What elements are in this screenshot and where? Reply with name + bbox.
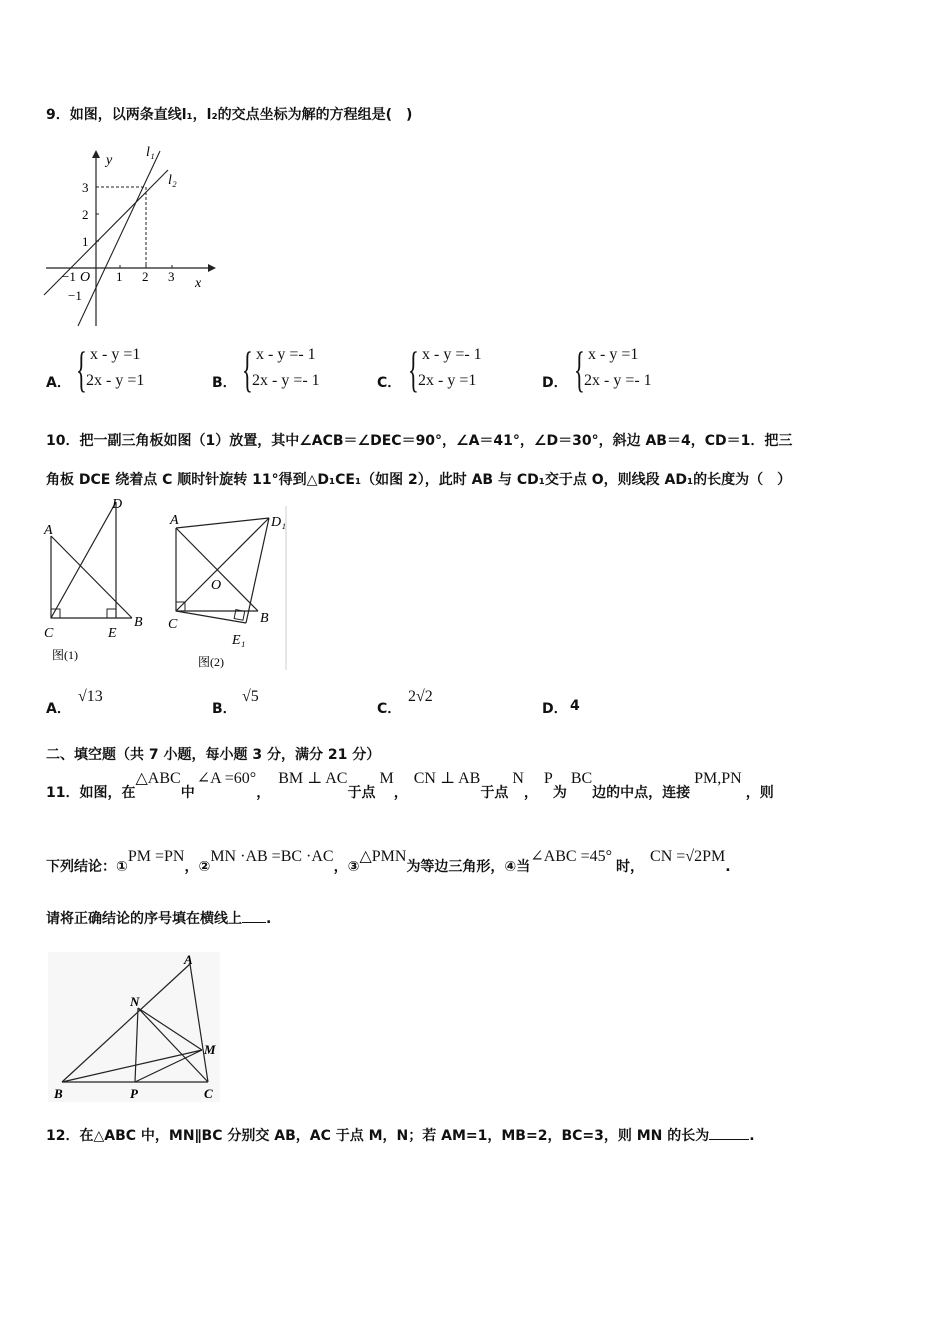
q11-figure — [46, 950, 226, 1106]
tick-y-2: 2 — [82, 207, 89, 222]
q9-option-d-eq2: 2x - y =- 1 — [584, 372, 652, 389]
svg-text:B: B — [134, 615, 143, 630]
brace-icon: { — [242, 341, 253, 397]
q9-option-a-eq1: x - y =1 — [90, 346, 141, 363]
q11-line3: 请将正确结论的序号填在横线上 . — [46, 911, 272, 927]
svg-text:O: O — [211, 578, 222, 593]
svg-text:C: C — [204, 1086, 213, 1101]
q9-option-d-label[interactable]: D． — [542, 375, 568, 391]
svg-text:E: E — [108, 626, 117, 641]
q10-option-b-label[interactable]: B． — [212, 701, 237, 717]
q9-option-b-eq2: 2x - y =- 1 — [252, 372, 320, 389]
brace-icon: { — [574, 341, 585, 397]
line-l1 — [78, 151, 160, 326]
q9-option-c-eq1: x - y =- 1 — [422, 346, 482, 363]
svg-text:A: A — [184, 952, 193, 967]
q10-line1: 10．把一副三角板如图（1）放置，其中∠ACB＝∠DEC＝90°，∠A＝41°，∠D＝30°，斜边 AB＝4，CD＝1．把三 — [46, 433, 793, 449]
tick-x-2: 2 — [142, 269, 149, 284]
tick-y-3: 3 — [82, 180, 89, 195]
q9-option-b-eq1: x - y =- 1 — [256, 346, 316, 363]
svg-text:D₁: D₁ — [271, 515, 286, 530]
q9-option-c-label[interactable]: C． — [377, 375, 402, 391]
answer-blank[interactable] — [242, 922, 266, 923]
tick-x-neg1: −1 — [62, 269, 76, 284]
svg-text:B: B — [54, 1086, 63, 1101]
x-axis-label: x — [195, 276, 202, 291]
tick-y-neg1: −1 — [68, 288, 82, 303]
q9-option-a-label[interactable]: A． — [46, 375, 71, 391]
x-axis-arrow — [208, 264, 216, 272]
svg-text:D: D — [112, 497, 123, 512]
q9-option-c-eq2: 2x - y =1 — [418, 372, 477, 389]
svg-text:M: M — [204, 1042, 216, 1057]
l2-label: l₂ — [168, 173, 177, 188]
tick-y-1: 1 — [82, 234, 89, 249]
q10-line2: 角板 DCE 绕着点 C 顺时针旋转 11°得到△D₁CE₁（如图 2），此时 AB 与 CD₁交于点 O，则线段 AD₁的长度为（ ） — [46, 472, 792, 488]
q9-option-b-label[interactable]: B． — [212, 375, 237, 391]
svg-text:B: B — [260, 611, 269, 626]
svg-text:A: A — [44, 523, 53, 538]
q10-option-a-value[interactable]: √13 — [78, 688, 103, 705]
l1-label: l₁ — [146, 145, 155, 160]
y-axis-arrow — [92, 150, 100, 158]
q10-figure-1 — [40, 494, 160, 674]
q9-figure — [40, 138, 220, 330]
tick-x-1: 1 — [116, 269, 123, 284]
q10-figure-2 — [162, 500, 292, 678]
q10-option-c-label[interactable]: C． — [377, 701, 402, 717]
q12-text: 12．在△ABC 中，MN∥BC 分别交 AB，AC 于点 M，N；若 AM=1，MB=2，BC=3，则 MN 的长为 . — [46, 1128, 755, 1144]
q10-option-d-label[interactable]: D． — [542, 701, 568, 717]
q11-line1: 11．如图，在△ABC中∠A =60°，BM ⊥ AC于点M，CN ⊥ AB于点N，P为BC边的中点，连接PM,PN，则 — [46, 770, 774, 801]
q11-line2: 下列结论：①PM =PN，②MN ·AB =BC ·AC，③△PMN为等边三角形，④当∠ABC =45°时，CN =√2PM. — [46, 848, 731, 875]
svg-text:C: C — [44, 626, 54, 641]
q9-option-a-eq2: 2x - y =1 — [86, 372, 145, 389]
brace-icon: { — [408, 341, 419, 397]
q10-option-b-value[interactable]: √5 — [242, 688, 259, 705]
section-2-title: 二、填空题（共 7 小题，每小题 3 分，满分 21 分） — [46, 747, 381, 763]
tick-x-3: 3 — [168, 269, 175, 284]
q9-option-d-eq1: x - y =1 — [588, 346, 639, 363]
svg-text:N: N — [130, 994, 140, 1009]
origin-label: O — [80, 270, 91, 285]
svg-text:A: A — [170, 513, 179, 528]
brace-icon: { — [76, 341, 87, 397]
fig2-caption: 图(2) — [198, 655, 224, 669]
fig1-caption: 图(1) — [52, 648, 78, 662]
q10-option-c-value[interactable]: 2√2 — [408, 688, 433, 705]
svg-text:C: C — [168, 617, 178, 632]
answer-blank[interactable] — [709, 1139, 749, 1140]
q10-option-d-value[interactable]: 4 — [570, 698, 580, 714]
y-axis-label: y — [106, 153, 113, 168]
svg-text:E₁: E₁ — [232, 633, 246, 648]
svg-text:P: P — [130, 1086, 138, 1101]
q10-option-a-label[interactable]: A． — [46, 701, 71, 717]
q9-prompt: 9．如图，以两条直线l₁，l₂的交点坐标为解的方程组是( ) — [46, 107, 413, 123]
